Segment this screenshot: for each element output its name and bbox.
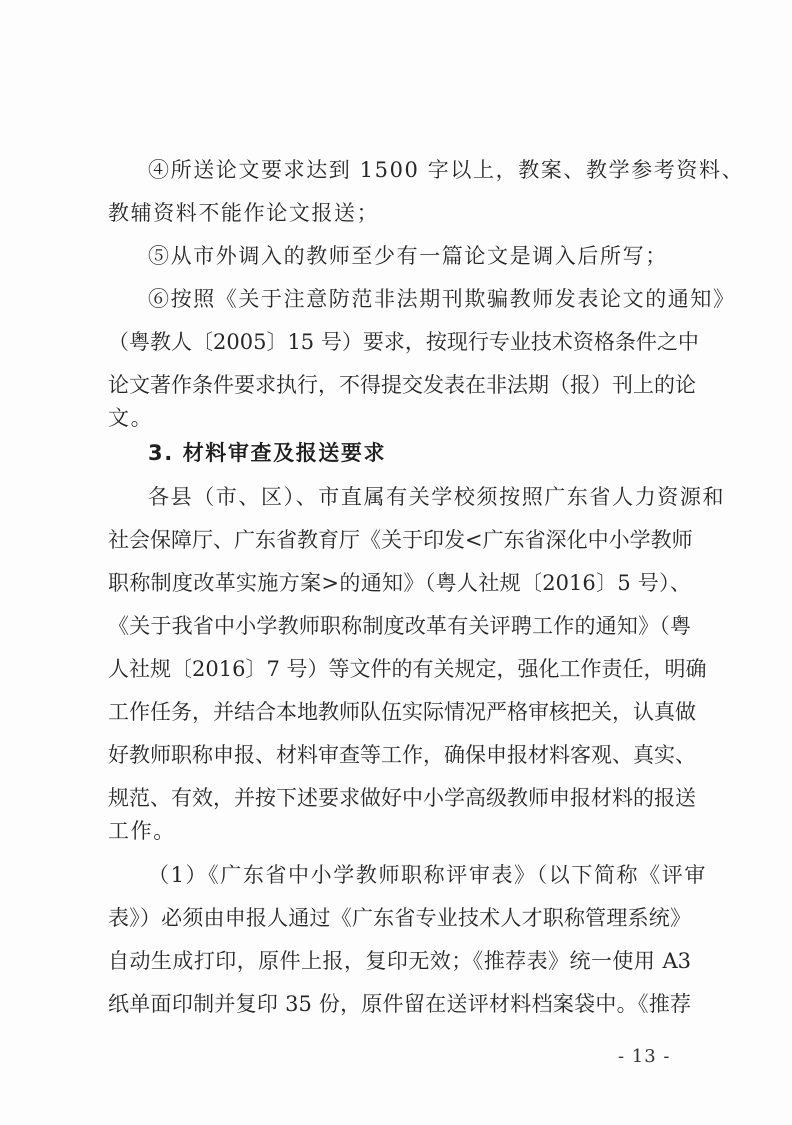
- item-1-line-4: 纸单面印制并复印 35 份，原件留在送评材料档案袋中。《推荐: [108, 992, 691, 1016]
- paragraph-line-1: 各县（市、区）、市直属有关学校须按照广东省人力资源和: [148, 485, 726, 509]
- paragraph-line-7: 好教师职称申报、材料审查等工作，确保申报材料客观、真实、: [108, 743, 696, 767]
- item-6-line-1: ⑥按照《关于注意防范非法期刊欺骗教师发表论文的通知》: [148, 287, 736, 311]
- item-1-line-1: （1）《广东省中小学教师职称评审表》（以下简称《评审: [148, 863, 707, 887]
- item-4-line-2: 教辅资料不能作论文报送；: [108, 201, 380, 225]
- item-6-line-3: 论文著作条件要求执行，不得提交发表在非法期（报）刊上的论: [108, 373, 696, 397]
- item-1-line-2: 表》）必须由申报人通过《广东省专业技术人才职称管理系统》: [108, 906, 691, 930]
- item-4-line-1: ④所送论文要求达到 1500 字以上，教案、教学参考资料、: [148, 158, 745, 182]
- page-number: - 13 -: [618, 1046, 671, 1067]
- paragraph-line-4: 《关于我省中小学教师职称制度改革有关评聘工作的通知》（粤: [108, 614, 691, 638]
- paragraph-line-6: 工作任务，并结合本地教师队伍实际情况严格审核把关，认真做: [108, 700, 696, 724]
- item-6-line-4: 文。: [108, 406, 154, 430]
- item-5-line: ⑤从市外调入的教师至少有一篇论文是调入后所写；: [148, 244, 668, 268]
- item-1-line-3: 自动生成打印，原件上报，复印无效；《推荐表》统一使用 A3: [108, 949, 691, 973]
- paragraph-line-2: 社会保障厅、广东省教育厅《关于印发<广东省深化中小学教师: [108, 528, 693, 552]
- paragraph-line-5: 人社规〔2016〕7 号）等文件的有关规定，强化工作责任，明确: [108, 657, 707, 681]
- section-heading: 3. 材料审查及报送要求: [148, 441, 387, 465]
- item-6-line-2: （粤教人〔2005〕15 号）要求，按现行专业技术资格条件之中: [108, 330, 699, 354]
- paragraph-line-3: 职称制度改革实施方案>的通知》（粤人社规〔2016〕5 号）、: [108, 571, 691, 595]
- paragraph-line-8: 规范、有效，并按下述要求做好中小学高级教师申报材料的报送: [108, 786, 696, 810]
- paragraph-line-9: 工作。: [108, 819, 176, 843]
